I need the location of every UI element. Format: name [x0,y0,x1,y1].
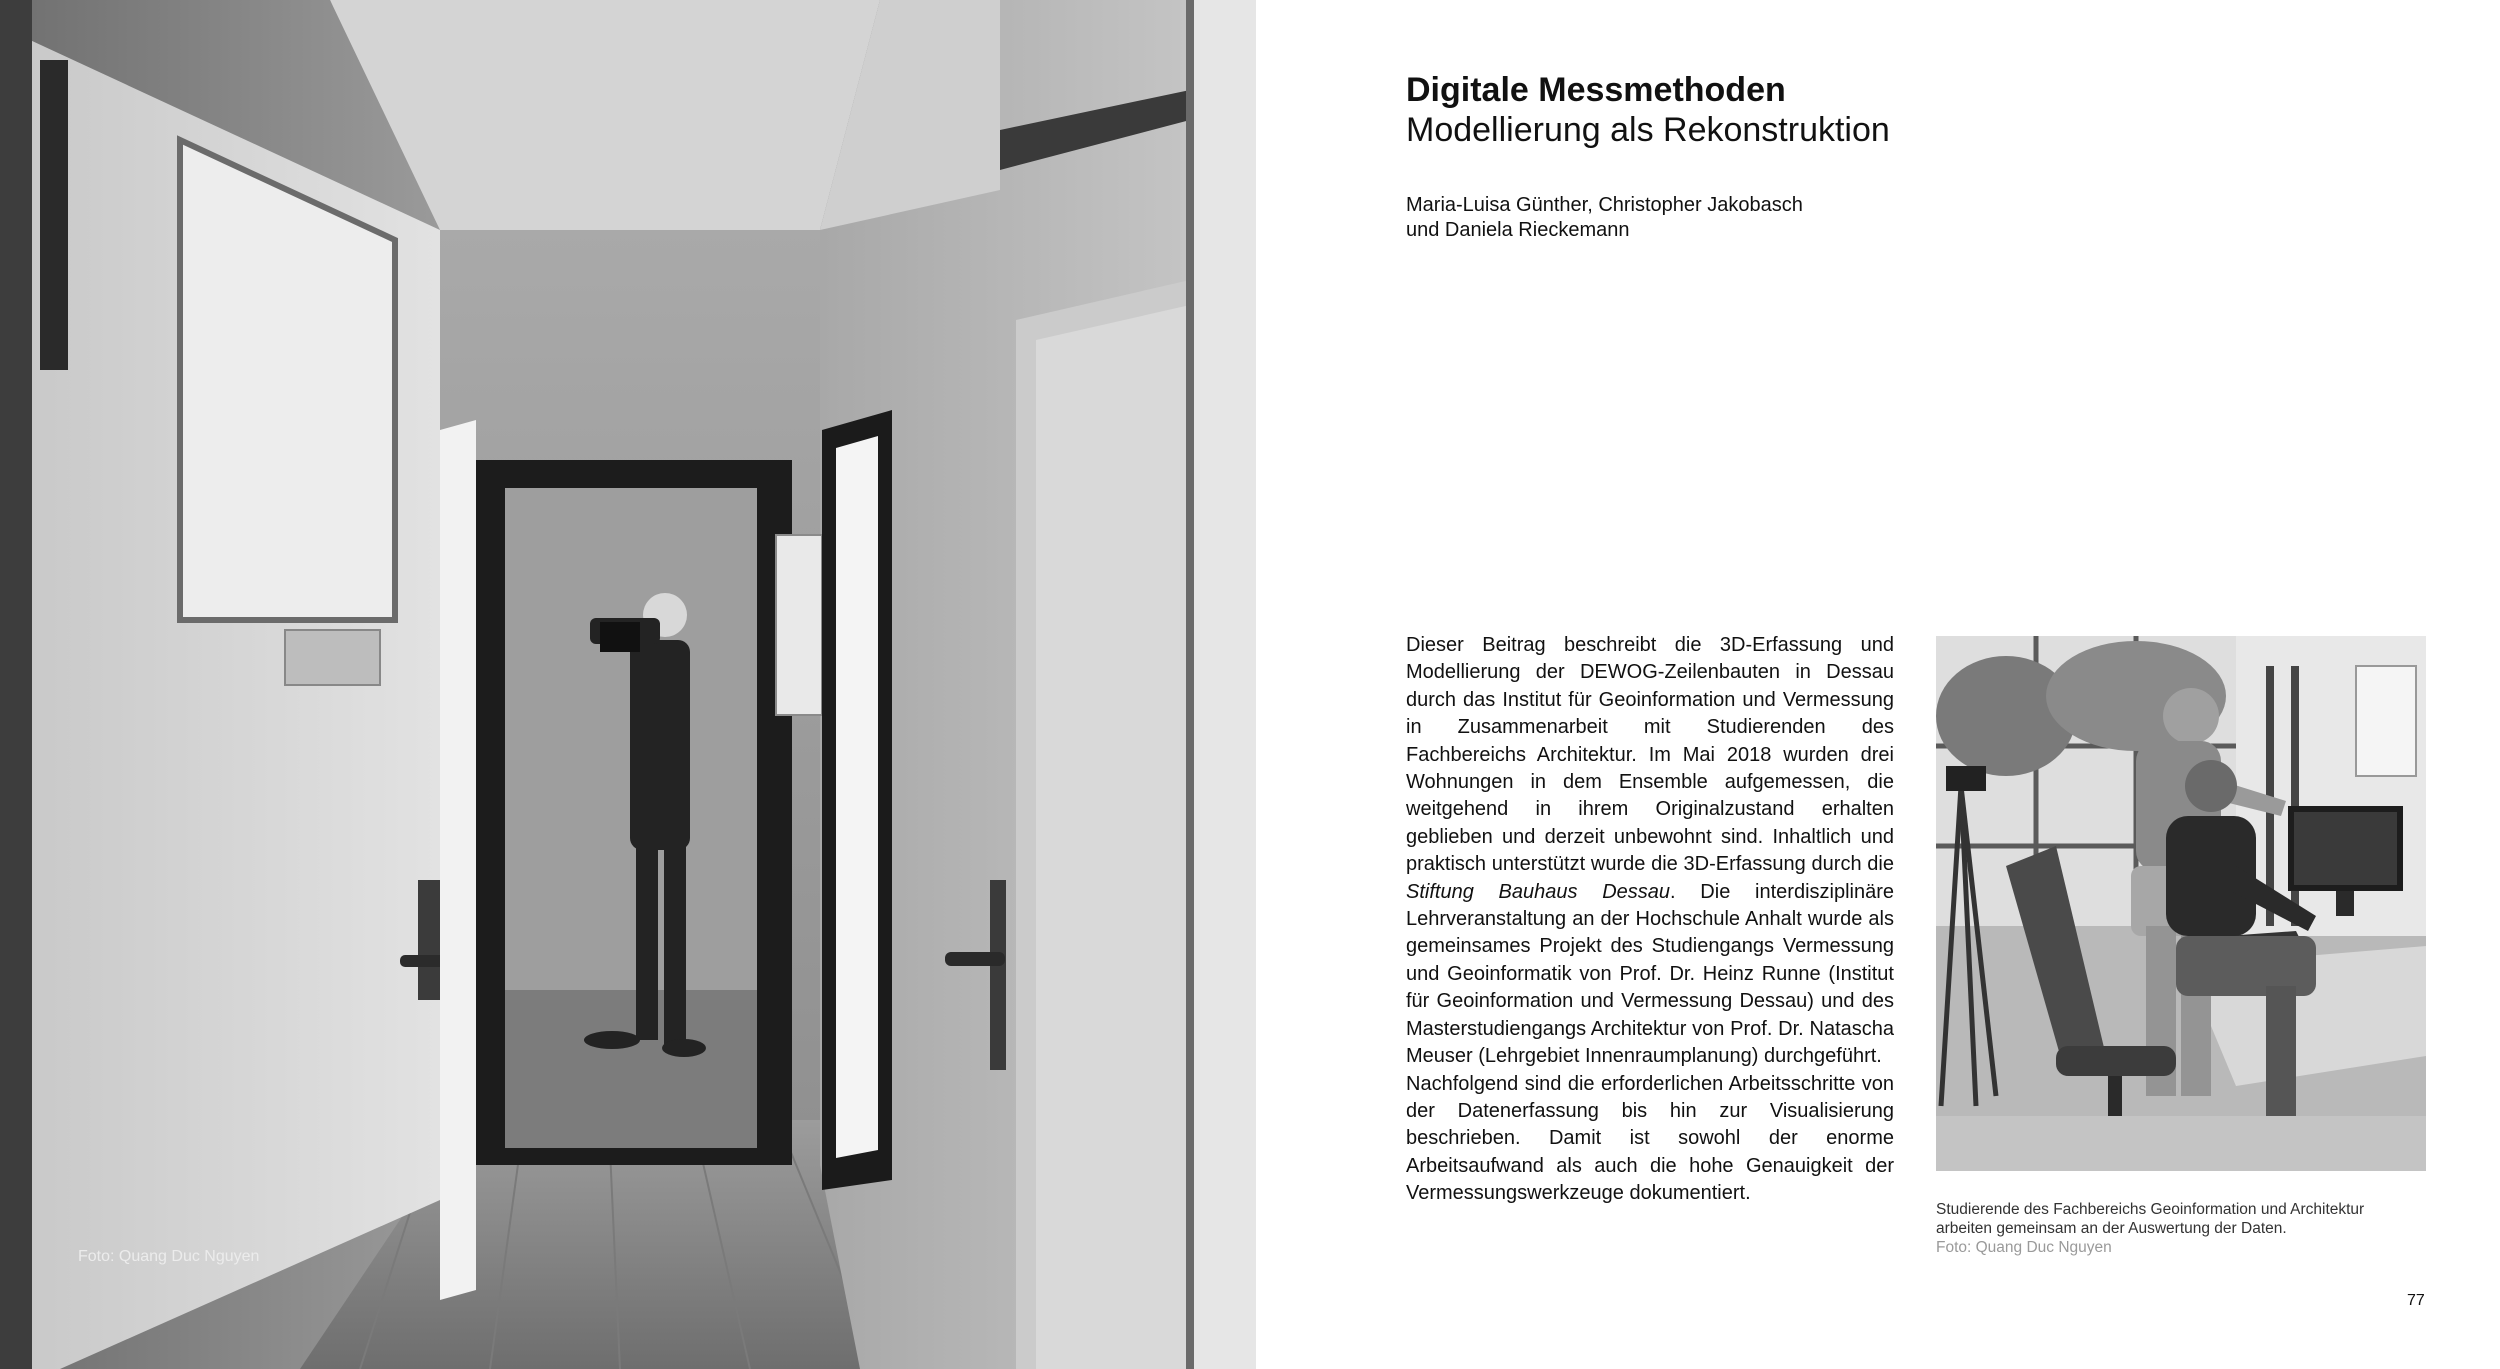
article-subtitle: Modellierung als Rekonstruktion [1406,111,1890,149]
body-paragraph-1 [1406,632,1894,1071]
caption-photo-credit: Foto: Quang Duc Nguyen [1936,1239,2112,1256]
authors-line-1: Maria-Luisa Günther, Christopher Jakobasch [1406,194,1803,216]
photo-caption [1936,1200,2496,1257]
body-italic-institution: Stiftung Bauhaus Dessau [1406,880,1671,903]
authors [1406,193,1803,243]
students-photo [1936,636,2426,1171]
body-paragraph-2: Nachfolgend sind die erforderlichen Arbeitsschritte von der Datenerfassung bis hin zur Visualisierung beschrieben. Damit ist sowohl der enorme Arbeitsaufwand als auch die hohe Genauigkeit der Vermessungswerkzeuge dokumentiert. [1406,1072,1894,1205]
article-title: Digitale Messmethoden [1406,71,1786,109]
caption-line-1: Studierende des Fachbereichs Geoinformation und Architektur [1936,1201,2365,1218]
page-number: 77 [2407,1292,2425,1309]
body-text-part-1: Dieser Beitrag beschreibt die 3D-Erfassung und Modellierung der DEWOG-Zeilenbauten in Dessau durch das Institut für Geoinformation und Vermessung in Zusammenarbeit mit Studierenden des Fachbereichs Architektur. Im Mai 2018 wurden drei Wohnungen in dem Ensemble aufgemessen, die weitgehend in ihrem Originalzustand erhalten geblieben und derzeit unbewohnt sind. Inhaltlich und praktisch unterstützt wurde die 3D-Erfassung durch die [1406,634,1894,876]
body-text-part-2: . Die interdisziplinäre Lehrveranstaltung an der Hochschule Anhalt wurde als gemeinsames Projekt des Studiengangs Vermessung und Geoinformatik von Prof. Dr. Heinz Runne (Institut für Geoinformation und Vermessung Dessau) und des Masterstudiengangs Architektur von Prof. Dr. Natascha Meuser (Lehrgebiet Innenraumplanung) durchgeführt. [1406,880,1894,1068]
left-photo-credit: Foto: Quang Duc Nguyen [78,1248,260,1265]
authors-line-2: und Daniela Rieckemann [1406,219,1630,241]
caption-line-2: arbeiten gemeinsam an der Auswertung der Daten. [1936,1220,2287,1237]
article-body [1406,632,1894,1208]
article-heading [1406,70,1890,150]
